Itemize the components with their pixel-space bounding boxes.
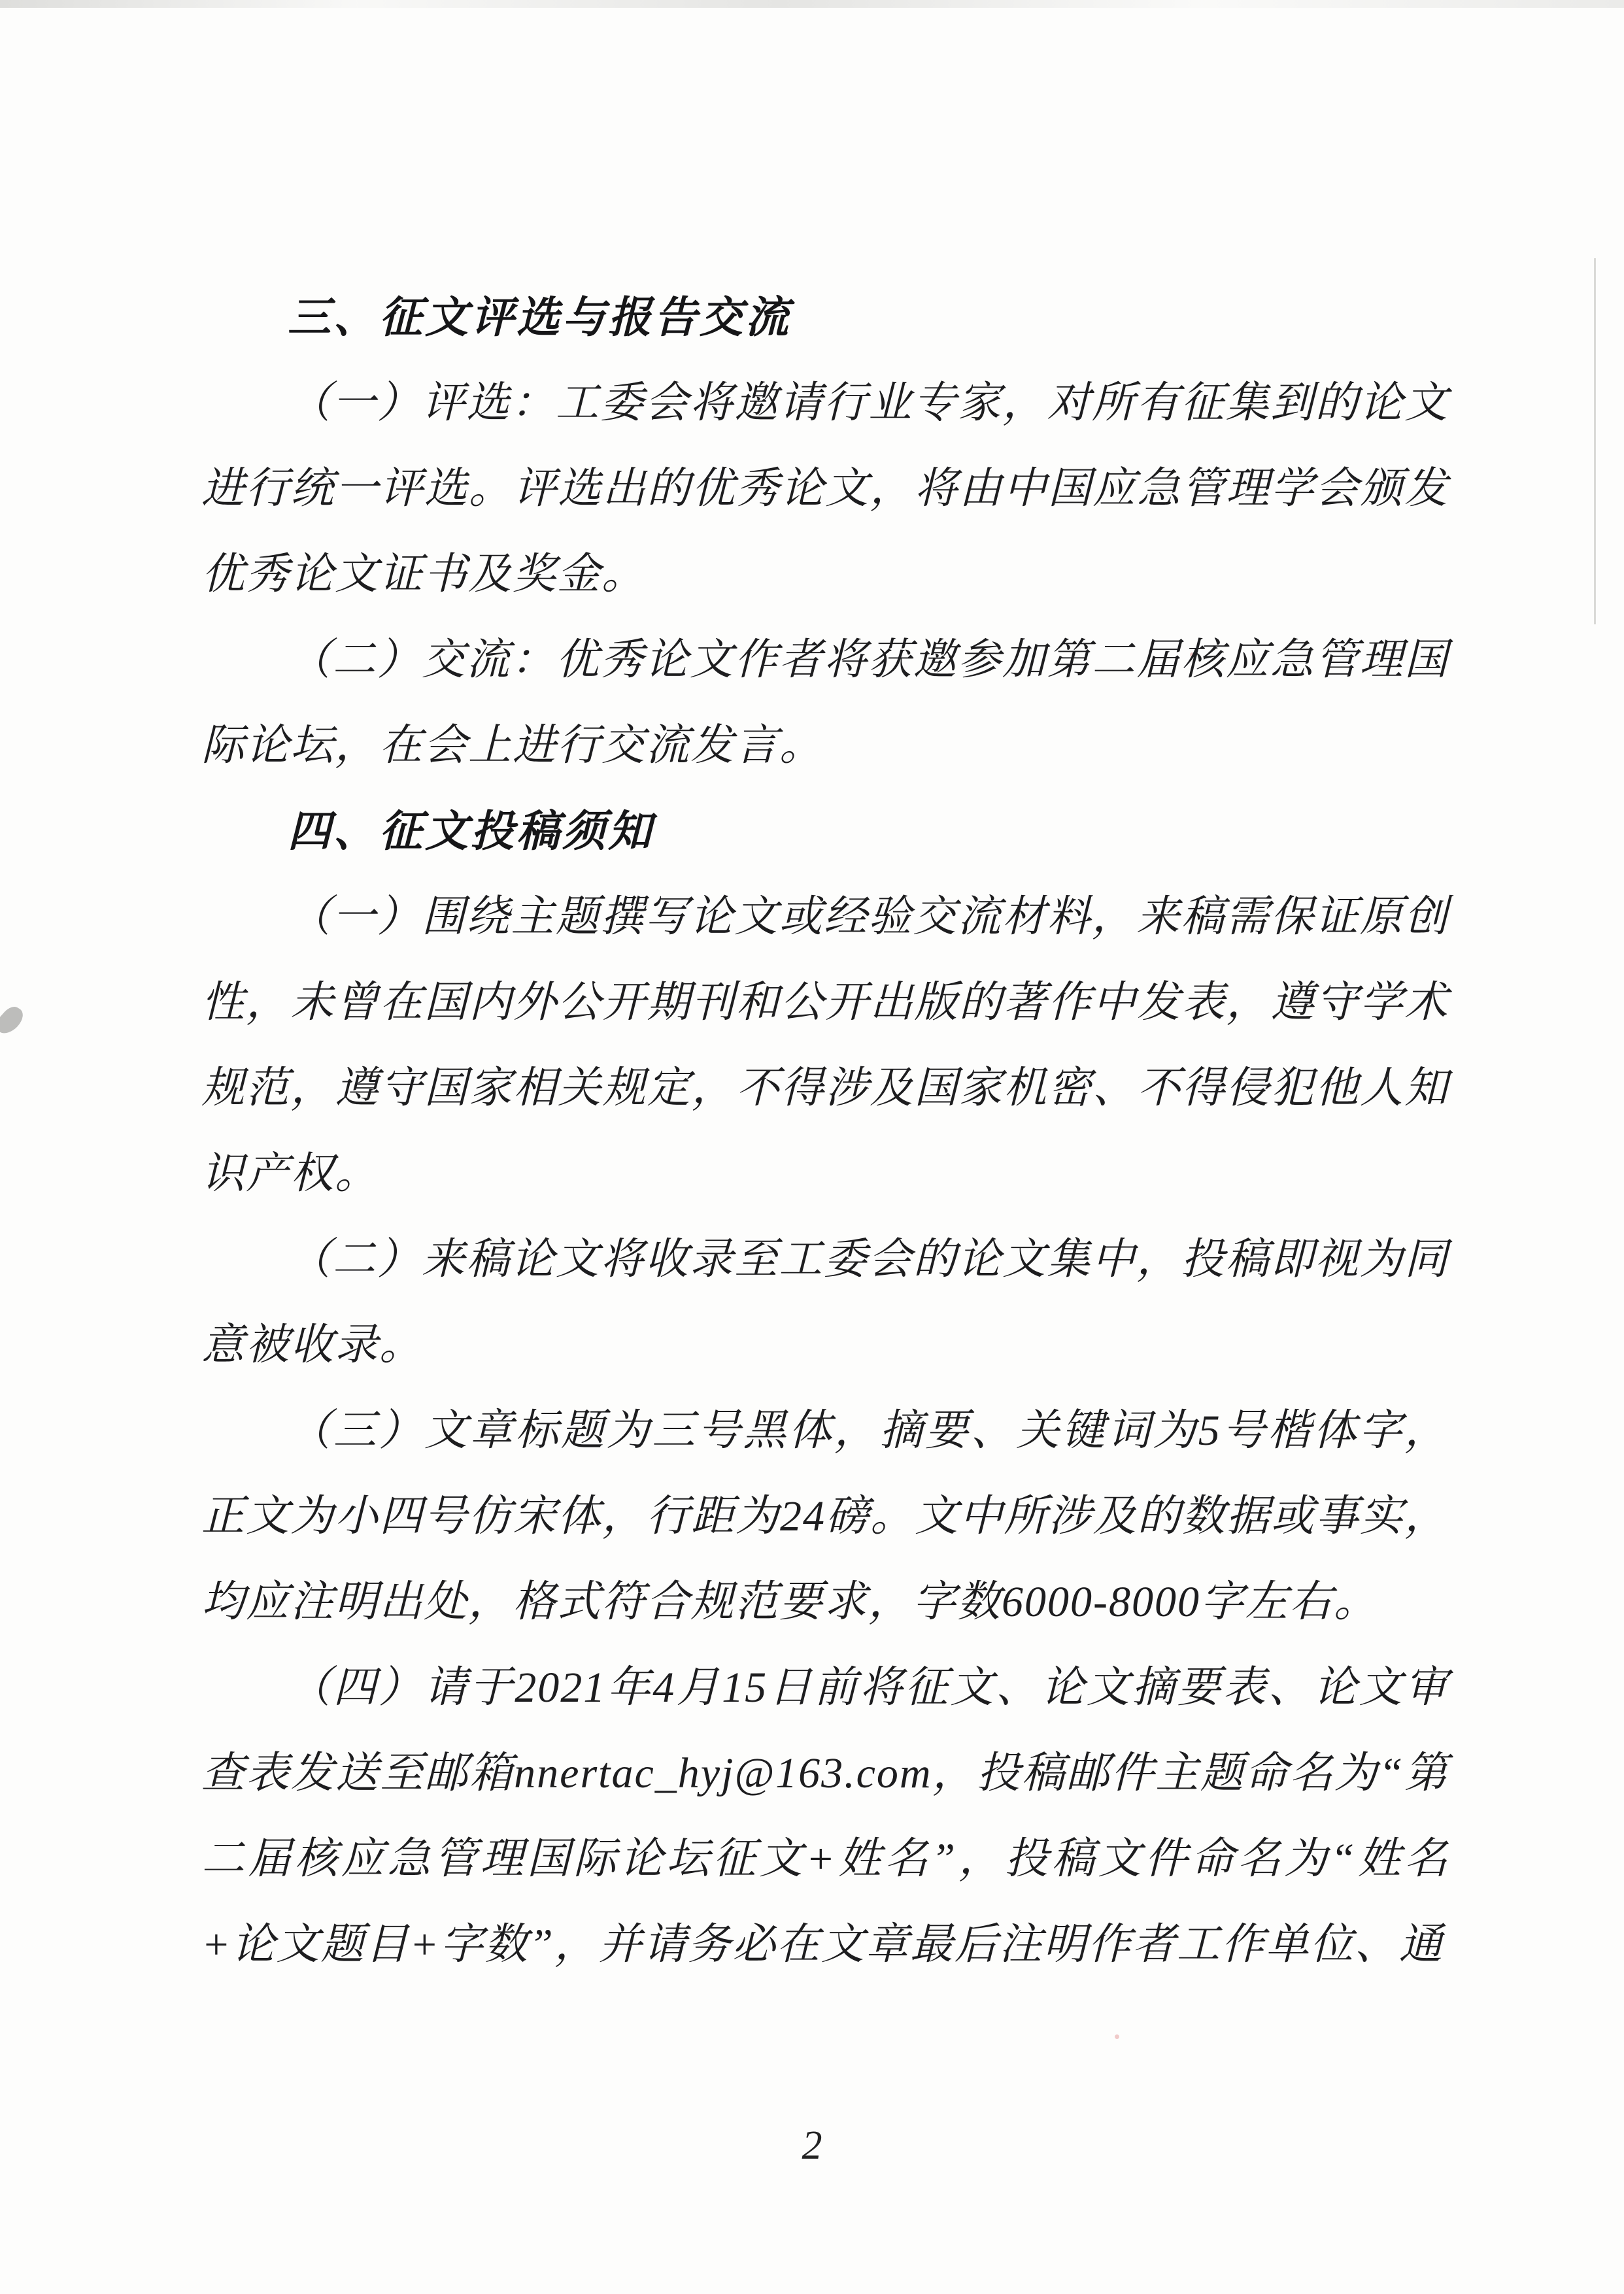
scan-artifact-left-mark xyxy=(0,1004,28,1037)
scan-artifact-right-crease xyxy=(1594,258,1596,624)
paragraph-inclusion-consent: （二）来稿论文将收录至工委会的论文集中，投稿即视为同意被收录。 xyxy=(201,1236,1449,1369)
scan-artifact-speck xyxy=(1115,2034,1119,2039)
paragraph-review: （一）评选：工委会将邀请行业专家，对所有征集到的论文进行统一评选。评选出的优秀论文，将由中国应急管理学会颁发优秀论文证书及奖金。 xyxy=(201,379,1449,598)
paragraph-originality: （一）围绕主题撰写论文或经验交流材料，来稿需保证原创性，未曾在国内外公开期刊和公开出版的著作中发表，遵守学术规范，遵守国家相关规定，不得涉及国家机密、不得侵犯他人知识产权。 xyxy=(201,893,1449,1198)
scan-artifact-top-streak xyxy=(0,0,1624,8)
section-heading-3-review-and-exchange: 三、征文评选与报告交流 xyxy=(288,293,791,341)
page-footer xyxy=(0,2119,1624,2172)
section-heading-4-submission-notes: 四、征文投稿须知 xyxy=(288,807,654,855)
document-body xyxy=(201,275,1449,1987)
page-number: 2 xyxy=(802,2123,822,2168)
paragraph-formatting-requirements: （三）文章标题为三号黑体，摘要、关键词为5号楷体字，正文为小四号仿宋体，行距为24磅。文中所涉及的数据或事实，均应注明出处，格式符合规范要求，字数6000-8000字左右。 xyxy=(201,1407,1449,1626)
paragraph-exchange: （二）交流：优秀论文作者将获邀参加第二届核应急管理国际论坛，在会上进行交流发言。 xyxy=(201,636,1449,769)
paragraph-submission-instructions: （四）请于2021年4月15日前将征文、论文摘要表、论文审查表发送至邮箱nnertac_hyj@163.com，投稿邮件主题命名为“第二届核应急管理国际论坛征文+姓名”，投稿文件命名为“姓名+论文题目+字数”，并请务必在文章最后注明作者工作单位、通 xyxy=(201,1664,1449,1968)
